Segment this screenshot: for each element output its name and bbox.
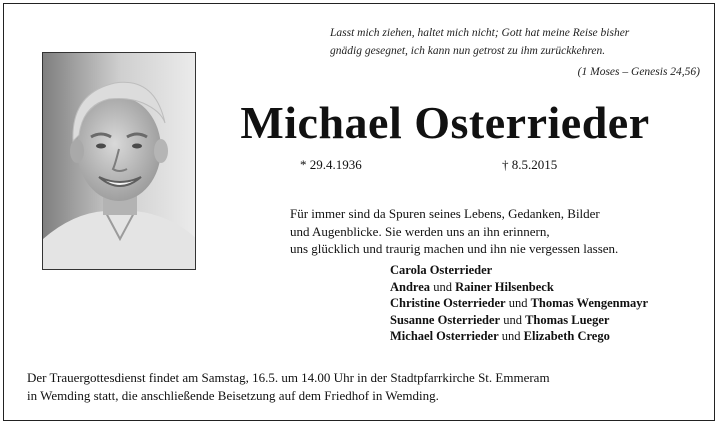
funeral-notice	[27, 369, 707, 404]
verse-line: uns glücklich und traurig machen und ihn nie vergessen lassen.	[290, 241, 619, 256]
mourner-name: Christine Osterrieder	[390, 296, 506, 310]
conjunction: und	[433, 279, 452, 294]
birth-date: * 29.4.1936	[300, 157, 362, 172]
mourner-row	[390, 279, 710, 296]
mourner-name: Rainer Hilsenbeck	[455, 279, 554, 294]
mourner-name: Susanne Osterrieder	[390, 312, 501, 327]
verse-line: Für immer sind da Spuren seines Lebens, Gedanken, Bilder	[290, 206, 600, 221]
deceased-name: Michael Osterrieder	[240, 97, 650, 148]
mourner-name: Andrea	[390, 279, 431, 294]
mourner-row	[390, 262, 710, 279]
mourner-name: Thomas Lueger	[525, 312, 610, 327]
verse-line: und Augenblicke. Sie werden uns an ihn erinnern,	[290, 223, 550, 239]
conjunction: und	[501, 329, 521, 343]
quote-reference: (1 Moses – Genesis 24,56)	[577, 66, 700, 78]
memorial-verse	[290, 205, 700, 258]
quote-line: Lasst mich ziehen, haltet mich nicht; Gott hat meine Reise bisher	[330, 27, 630, 39]
quote-line: gnädig gesegnet, ich kann nun getrost zu ihm zurückkehren.	[330, 45, 606, 57]
mourner-row	[390, 328, 710, 345]
mourner-row	[390, 312, 710, 329]
mourner-name: Elizabeth Crego	[523, 329, 610, 343]
funeral-line: Der Trauergottesdienst findet am Samstag, 16.5. um 14.00 Uhr in der Stadtpfarrkirche St. Emmeram	[27, 370, 550, 385]
mourners-list	[390, 262, 710, 345]
portrait-photo	[42, 52, 196, 270]
funeral-line: in Wemding statt, die anschließende Beisetzung auf dem Friedhof in Wemding.	[27, 387, 439, 403]
mourner-row	[390, 295, 710, 312]
conjunction: und	[503, 312, 522, 327]
mourner-name: Michael Osterrieder	[390, 329, 499, 343]
mourner-name: Thomas Wengenmayr	[530, 296, 649, 310]
mourner-name: Carola Osterrieder	[390, 263, 493, 277]
bible-quote	[330, 24, 700, 81]
death-date: † 8.5.2015	[502, 157, 558, 172]
conjunction: und	[508, 296, 528, 310]
portrait-image	[43, 53, 196, 270]
